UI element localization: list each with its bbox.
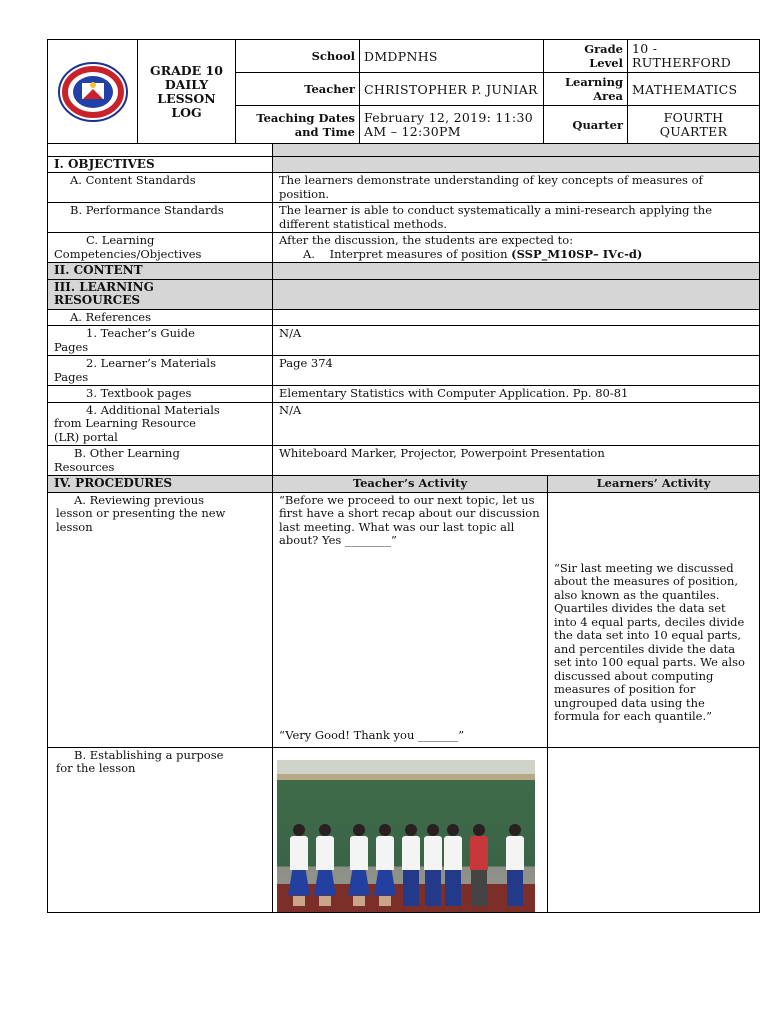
deped-logo <box>48 40 138 144</box>
additional-materials-value: N/A <box>273 402 760 446</box>
teachers-guide-value: N/A <box>273 326 760 356</box>
other-resources-label: B. Other Learning Resources <box>48 446 273 476</box>
teacher-label: Teacher <box>236 73 360 106</box>
textbook-pages-label: 3. Textbook pages <box>48 386 273 403</box>
additional-materials-label: 4. Additional Materials from Learning Resource (LR) portal <box>48 402 273 446</box>
procedure-a-label: A. Reviewing previous lesson or presenting the new lesson <box>48 492 273 747</box>
learners-materials-value: Page 374 <box>273 356 760 386</box>
content-standards-label: A. Content Standards <box>48 173 273 203</box>
classroom-photo <box>277 760 535 912</box>
grade-level-value: 10 - RUTHERFORD <box>628 40 760 73</box>
content-standards-value: The learners demonstrate understanding of key concepts of measures of position. <box>273 173 760 203</box>
procedure-a-teacher: “Before we proceed to our next topic, let us first have a short recap about our discussion last meeting. What was our last topic all about? Yes ________” “Very Good! Thank you _______” <box>273 492 548 747</box>
procedure-b-teacher <box>273 747 548 912</box>
procedure-b-label: B. Establishing a purpose for the lesson <box>48 747 273 912</box>
lesson-table <box>47 144 760 913</box>
learning-area-label: Learning Area <box>544 73 628 106</box>
objectives-heading: I. OBJECTIVES <box>48 156 273 173</box>
learner-activity-header: Learners’ Activity <box>548 476 760 493</box>
performance-standards-label: B. Performance Standards <box>48 203 273 233</box>
school-value: DMDPNHS <box>360 40 544 73</box>
content-heading: II. CONTENT <box>48 263 273 280</box>
teaching-dates-label: Teaching Dates and Time <box>236 106 360 144</box>
school-label: School <box>236 40 360 73</box>
learning-area-value: MATHEMATICS <box>628 73 760 106</box>
lesson-log-title: GRADE 10 DAILY LESSON LOG <box>138 40 236 144</box>
learning-resources-heading: III. LEARNING RESOURCES <box>48 279 273 309</box>
competencies-value: After the discussion, the students are expected to: A. Interpret measures of position (SSP_M10SP– IVc-d) <box>273 233 760 263</box>
teachers-guide-label: 1. Teacher’s Guide Pages <box>48 326 273 356</box>
references-label: A. References <box>48 309 273 326</box>
procedure-a-learner: “Sir last meeting we discussed about the measures of position, also known as the quantiles. Quartiles divides the data set into 4 equal parts, deciles divide the data set into 10 equal parts, and percentiles divide the data set into 100 equal parts. We also discussed about computing measures of position for ungrouped data using the formula for each quantile.” <box>548 492 760 747</box>
textbook-pages-value: Elementary Statistics with Computer Application. Pp. 80-81 <box>273 386 760 403</box>
lesson-log-page <box>47 39 759 913</box>
grade-level-label: Grade Level <box>544 40 628 73</box>
performance-standards-value: The learner is able to conduct systematically a mini-research applying the different statistical methods. <box>273 203 760 233</box>
teacher-activity-header: Teacher’s Activity <box>273 476 548 493</box>
procedures-heading: IV. PROCEDURES <box>48 476 273 493</box>
quarter-value: FOURTH QUARTER <box>628 106 760 144</box>
teaching-dates-value: February 12, 2019: 11:30 AM – 12:30PM <box>360 106 544 144</box>
competencies-label: C. Learning Competencies/Objectives <box>48 233 273 263</box>
seal-icon <box>57 61 129 123</box>
header-table <box>47 39 760 144</box>
teacher-value: CHRISTOPHER P. JUNIAR <box>360 73 544 106</box>
quarter-label: Quarter <box>544 106 628 144</box>
other-resources-value: Whiteboard Marker, Projector, Powerpoint Presentation <box>273 446 760 476</box>
procedure-b-learner <box>548 747 760 912</box>
learners-materials-label: 2. Learner’s Materials Pages <box>48 356 273 386</box>
